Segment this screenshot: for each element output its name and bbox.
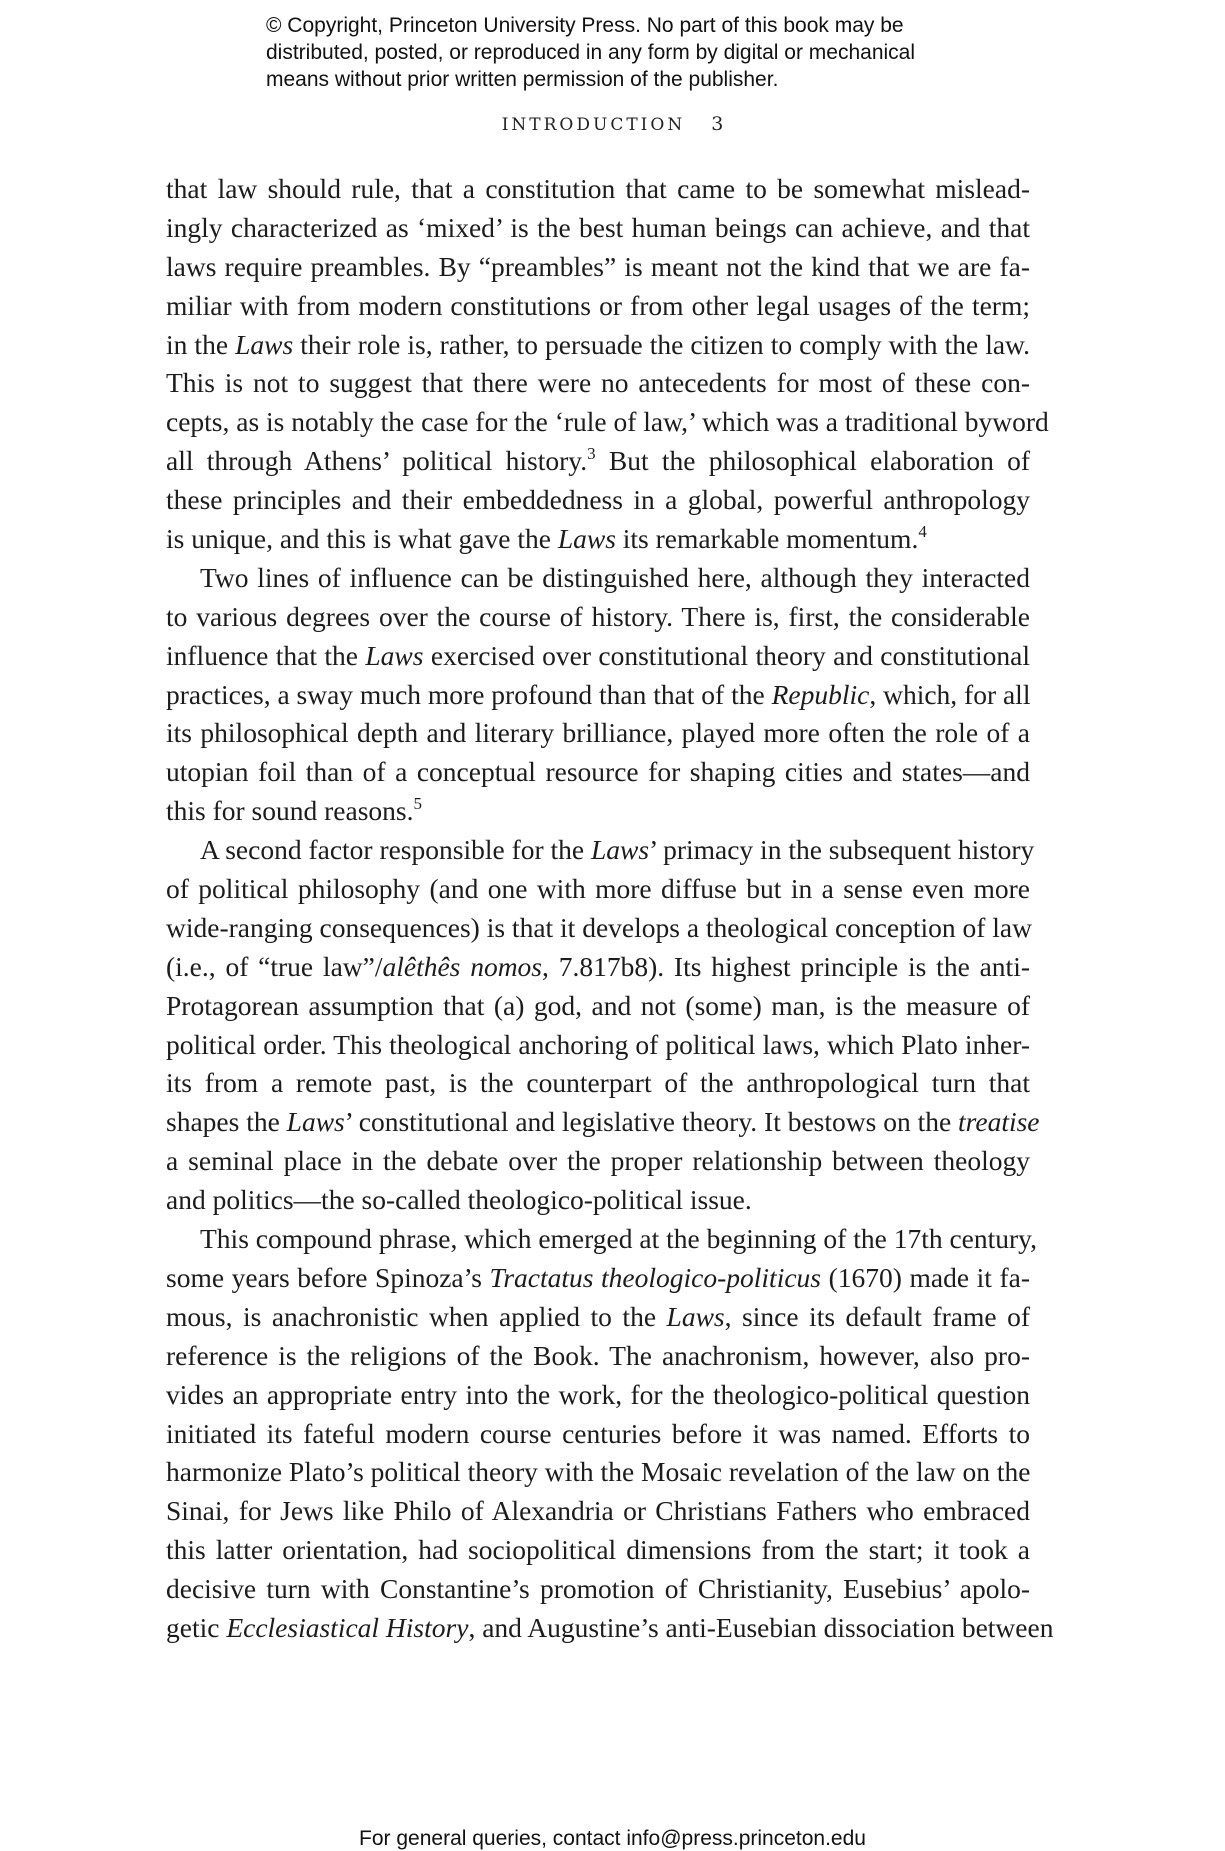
italic-title: Laws	[591, 834, 650, 866]
text-line: This is not to suggest that there were no antecedents for most of these con-	[166, 367, 1030, 399]
text-line: of political philosophy (and one with more diffuse but in a sense even more	[166, 873, 1030, 905]
text-line: a seminal place in the debate over the proper relationship between theology	[166, 1145, 1030, 1177]
text-line: to various degrees over the course of history. There is, first, the considerable	[166, 600, 1030, 632]
running-head-title: INTRODUCTION	[501, 115, 686, 135]
text-line: Sinai, for Jews like Philo of Alexandria or Christians Fathers who embraced	[166, 1495, 1030, 1527]
text-line: these principles and their embeddedness in a global, powerful anthropology	[166, 484, 1030, 516]
text-line: mous, is anachronistic when applied to the Laws, since its default frame of	[166, 1300, 1030, 1332]
italic-title: Ecclesiastical History	[226, 1611, 469, 1643]
italic-title: Laws	[557, 523, 616, 555]
text-line: and politics—the so-called theologico-political issue.	[166, 1184, 752, 1216]
text-line: cepts, as is notably the case for the ‘rule of law,’ which was a traditional byword	[166, 406, 1049, 438]
text-line: miliar with from modern constitutions or from other legal usages of the term;	[166, 289, 1030, 321]
italic-title: Laws	[365, 639, 424, 671]
text-line: (i.e., of “true law”/alêthês nomos, 7.817b8). Its highest principle is the anti-	[166, 950, 1030, 982]
text-line: practices, a sway much more profound than that of the Republic, which, for all	[166, 678, 1031, 710]
text-line: this latter orientation, had sociopolitical dimensions from the start; it took a	[166, 1534, 1030, 1566]
italic-term: treatise	[958, 1106, 1040, 1138]
copyright-line: © Copyright, Princeton University Press. No part of this book may be	[266, 14, 904, 37]
text-line: initiated its fateful modern course centuries before it was named. Efforts to	[166, 1417, 1030, 1449]
text-line: wide-ranging consequences) is that it develops a theological conception of law	[166, 911, 1032, 943]
text-line: political order. This theological anchoring of political laws, which Plato inher-	[166, 1028, 1030, 1060]
footnote-ref: 4	[918, 522, 927, 542]
text-line: is unique, and this is what gave the Laws its remarkable momentum.$^4$	[166, 522, 927, 555]
page-number: 3	[711, 113, 724, 135]
footnote-ref: 3	[587, 444, 596, 464]
body-text	[166, 170, 1054, 1648]
footer-contact: For general queries, contact info@press.princeton.edu	[359, 1827, 866, 1850]
italic-title: Republic	[771, 678, 870, 710]
text-line: reference is the religions of the Book. The anachronism, however, also pro-	[166, 1339, 1030, 1371]
text-line: its from a remote past, is the counterpart of the anthropological turn that	[166, 1067, 1030, 1099]
text-line: all through Athens’ political history.$^3$ But the philosophical elaboration of	[166, 444, 1030, 477]
text-line: laws require preambles. By “preambles” is meant not the kind that we are fa-	[166, 250, 1030, 282]
footnote-ref: 5	[413, 794, 422, 814]
italic-title: Laws	[286, 1106, 345, 1138]
copyright-line: distributed, posted, or reproduced in any form by digital or mechanical	[266, 41, 916, 64]
text-line: decisive turn with Constantine’s promotion of Christianity, Eusebius’ apolo-	[166, 1573, 1030, 1605]
text-line: utopian foil than of a conceptual resource for shaping cities and states—and	[166, 756, 1030, 788]
copyright-line: means without prior written permission of the publisher.	[266, 68, 779, 91]
text-line: this for sound reasons.$^5$	[166, 794, 422, 827]
text-line: harmonize Plato’s political theory with the Mosaic revelation of the law on the	[166, 1456, 1031, 1488]
text-line: in the Laws their role is, rather, to persuade the citizen to comply with the law.	[166, 328, 1030, 360]
text-line: its philosophical depth and literary brilliance, played more often the role of a	[166, 717, 1030, 749]
text-line: shapes the Laws’ constitutional and legislative theory. It bestows on the treatise	[166, 1106, 1040, 1138]
text-line: that law should rule, that a constitution that came to be somewhat mislead-	[166, 173, 1030, 204]
text-line: vides an appropriate entry into the work, for the theologico-political question	[166, 1378, 1030, 1410]
italic-term: alêthês nomos	[382, 950, 543, 982]
text-line: getic Ecclesiastical History, and Augustine’s anti-Eusebian dissociation between	[166, 1611, 1054, 1643]
italic-title: Tractatus theologico-politicus	[489, 1261, 822, 1293]
copyright-notice	[266, 12, 1026, 93]
text-line: influence that the Laws exercised over constitutional theory and constitutional	[166, 639, 1030, 671]
italic-title: Laws	[235, 328, 294, 360]
text-line: Protagorean assumption that (a) god, and not (some) man, is the measure of	[166, 989, 1030, 1021]
running-head	[0, 113, 1225, 135]
italic-title: Laws	[666, 1300, 725, 1332]
text-line: ingly characterized as ‘mixed’ is the best human beings can achieve, and that	[166, 211, 1030, 243]
text-line: This compound phrase, which emerged at the beginning of the 17th century,	[200, 1223, 1038, 1255]
text-line: Two lines of influence can be distinguished here, although they interacted	[200, 561, 1030, 593]
text-line: some years before Spinoza’s Tractatus theologico-politicus (1670) made it fa-	[166, 1261, 1030, 1293]
text-line: A second factor responsible for the Laws’ primacy in the subsequent history	[200, 834, 1035, 866]
